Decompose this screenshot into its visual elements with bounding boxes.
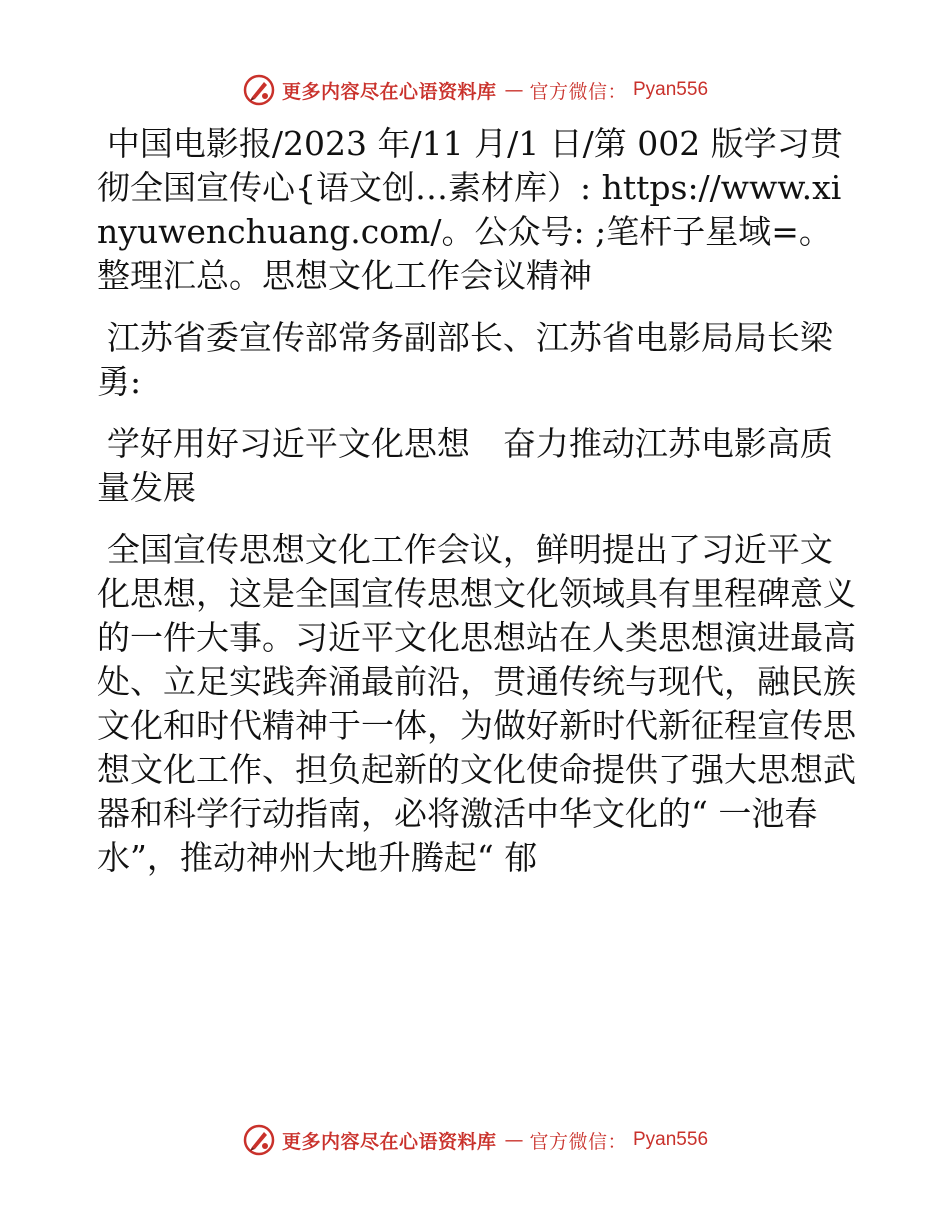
header-banner-wechat-id: Pyan556: [633, 79, 709, 100]
header-banner-inner: [242, 73, 708, 107]
paragraph-body-text: 全国宣传思想文化工作会议，鲜明提出了习近平文化思想，这是全国宣传思想文化领域具有里程碑意义的一件大事。习近平文化思想站在人类思想演进最高处、立足实践奔涌最前沿，贯通传统与现代，融民族文化和时代精神于一体，为做好新时代新征程宣传思想文化工作、担负起新的文化使命提供了强大思想武器和科学行动指南，必将激活中华文化的“ 一池春水”，推动神州大地升腾起“ 郁: [97, 530, 856, 877]
paragraph-source-line: 中国电影报/2023 年/11 月/1 日/第 002 版学习贯彻全国宣传心{语文创…素材库）: https://www.xinyuwenchuang.com/。公众号: ;笔杆子星域=。整理汇总。思想文化工作会议精神: [97, 124, 843, 295]
paragraph-author-line: 江苏省委宣传部常务副部长、江苏省电影局局长梁勇:: [97, 318, 833, 401]
footer-banner-contact: 官方微信：: [529, 1130, 627, 1153]
footer-banner-text: 更多内容尽在心语资料库: [281, 1130, 497, 1153]
footer-banner: [0, 1120, 950, 1160]
header-banner-text: 更多内容尽在心语资料库: [281, 80, 497, 103]
header-banner: [0, 70, 950, 110]
quill-pen-circle-icon: [242, 73, 276, 107]
footer-banner-separator: —: [504, 1129, 524, 1151]
quill-pen-circle-icon: [242, 1123, 276, 1157]
header-banner-contact: 官方微信：: [529, 80, 627, 103]
header-banner-separator: —: [504, 79, 524, 101]
document-body: [97, 122, 857, 898]
paragraph-article-title: 学好用好习近平文化思想 奋力推动江苏电影高质量发展: [97, 424, 833, 507]
footer-banner-inner: [242, 1123, 708, 1157]
footer-banner-wechat-id: Pyan556: [633, 1129, 709, 1150]
